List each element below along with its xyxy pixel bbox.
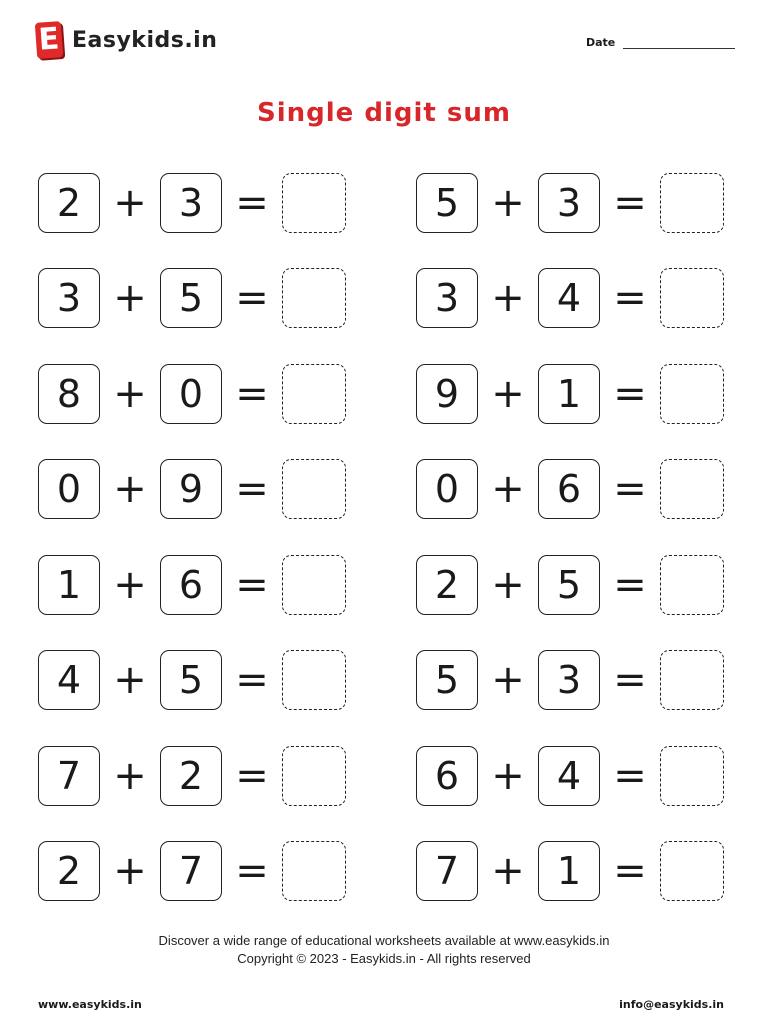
- addition-problem: [38, 744, 354, 807]
- equals-sign: =: [235, 275, 269, 321]
- problem-row: [38, 267, 732, 330]
- addition-problem: [416, 267, 732, 330]
- footer-discover-text: Discover a wide range of educational worksheets available at www.easykids.in: [158, 933, 610, 948]
- equals-sign: =: [235, 370, 269, 417]
- addend-b-box: 3: [538, 650, 600, 710]
- answer-box[interactable]: [282, 173, 346, 233]
- equals-sign: =: [613, 275, 647, 321]
- problem-grid: [38, 171, 732, 935]
- footer-email: info@easykids.in: [619, 998, 724, 1011]
- answer-box[interactable]: [282, 459, 346, 519]
- plus-sign: +: [491, 657, 525, 703]
- answer-box[interactable]: [282, 268, 346, 328]
- addend-a-box: 7: [38, 746, 100, 806]
- addend-b-box: 0: [160, 364, 222, 424]
- problem-row: [38, 840, 732, 903]
- plus-sign: +: [491, 179, 525, 226]
- problem-row: [38, 362, 732, 425]
- problem-row: [38, 458, 732, 521]
- addend-a-box: 9: [416, 364, 478, 424]
- plus-sign: +: [491, 275, 525, 321]
- addend-b-box: 5: [538, 555, 600, 615]
- plus-sign: +: [113, 370, 147, 417]
- equals-sign: =: [235, 466, 269, 512]
- plus-sign: +: [113, 466, 147, 512]
- addend-a-box: 1: [38, 555, 100, 615]
- addend-a-box: 0: [38, 459, 100, 519]
- addend-b-box: 6: [160, 555, 222, 615]
- page-title: Single digit sum: [257, 98, 511, 128]
- plus-sign: +: [113, 752, 147, 799]
- addition-problem: [416, 362, 732, 425]
- addition-problem: [416, 649, 732, 712]
- equals-sign: =: [613, 561, 647, 608]
- answer-box[interactable]: [282, 746, 346, 806]
- answer-box[interactable]: [660, 650, 724, 710]
- addition-problem: [38, 458, 354, 521]
- equals-sign: =: [235, 848, 269, 894]
- addend-b-box: 3: [160, 173, 222, 233]
- addition-problem: [38, 171, 354, 234]
- answer-box[interactable]: [660, 459, 724, 519]
- equals-sign: =: [235, 179, 269, 226]
- plus-sign: +: [491, 370, 525, 417]
- footer-notice: [0, 932, 768, 968]
- addition-problem: [416, 458, 732, 521]
- problem-row: [38, 553, 732, 616]
- addend-a-box: 2: [416, 555, 478, 615]
- date-field: [586, 36, 735, 49]
- addition-problem: [38, 362, 354, 425]
- plus-sign: +: [491, 752, 525, 799]
- addition-problem: [416, 553, 732, 616]
- equals-sign: =: [235, 561, 269, 608]
- addend-a-box: 6: [416, 746, 478, 806]
- problem-row: [38, 171, 732, 234]
- plus-sign: +: [113, 657, 147, 703]
- plus-sign: +: [491, 561, 525, 608]
- addend-b-box: 1: [538, 364, 600, 424]
- addition-problem: [416, 840, 732, 903]
- equals-sign: =: [613, 848, 647, 894]
- equals-sign: =: [235, 752, 269, 799]
- addend-a-box: 0: [416, 459, 478, 519]
- answer-box[interactable]: [660, 555, 724, 615]
- date-label: Date: [586, 36, 616, 49]
- addition-problem: [416, 171, 732, 234]
- answer-box[interactable]: [282, 555, 346, 615]
- addend-a-box: 8: [38, 364, 100, 424]
- addend-a-box: 3: [416, 268, 478, 328]
- equals-sign: =: [613, 370, 647, 417]
- plus-sign: +: [491, 848, 525, 894]
- addend-b-box: 1: [538, 841, 600, 901]
- brand-name: Easykids.in: [72, 27, 218, 53]
- logo-e-icon: E: [35, 21, 63, 59]
- addition-problem: [38, 267, 354, 330]
- problem-row: [38, 744, 732, 807]
- plus-sign: +: [113, 275, 147, 321]
- problem-row: [38, 649, 732, 712]
- addend-b-box: 5: [160, 268, 222, 328]
- answer-box[interactable]: [660, 173, 724, 233]
- addend-a-box: 5: [416, 173, 478, 233]
- addend-b-box: 9: [160, 459, 222, 519]
- addend-a-box: 2: [38, 841, 100, 901]
- equals-sign: =: [613, 466, 647, 512]
- addition-problem: [38, 649, 354, 712]
- addend-b-box: 4: [538, 746, 600, 806]
- plus-sign: +: [113, 561, 147, 608]
- addend-a-box: 4: [38, 650, 100, 710]
- plus-sign: +: [113, 848, 147, 894]
- addend-b-box: 3: [538, 173, 600, 233]
- addition-problem: [38, 840, 354, 903]
- answer-box[interactable]: [282, 650, 346, 710]
- addend-b-box: 4: [538, 268, 600, 328]
- equals-sign: =: [613, 179, 647, 226]
- addend-b-box: 7: [160, 841, 222, 901]
- answer-box[interactable]: [660, 364, 724, 424]
- answer-box[interactable]: [282, 841, 346, 901]
- answer-box[interactable]: [660, 746, 724, 806]
- plus-sign: +: [491, 466, 525, 512]
- addend-a-box: 2: [38, 173, 100, 233]
- addend-a-box: 7: [416, 841, 478, 901]
- addend-b-box: 6: [538, 459, 600, 519]
- equals-sign: =: [235, 657, 269, 703]
- date-write-line[interactable]: [623, 39, 735, 49]
- answer-box[interactable]: [660, 268, 724, 328]
- addend-b-box: 2: [160, 746, 222, 806]
- footer-website: www.easykids.in: [38, 998, 142, 1011]
- plus-sign: +: [113, 179, 147, 226]
- addend-a-box: 5: [416, 650, 478, 710]
- equals-sign: =: [613, 657, 647, 703]
- addend-b-box: 5: [160, 650, 222, 710]
- brand-logo: [36, 22, 217, 58]
- addition-problem: [416, 744, 732, 807]
- equals-sign: =: [613, 752, 647, 799]
- addend-a-box: 3: [38, 268, 100, 328]
- addition-problem: [38, 553, 354, 616]
- answer-box[interactable]: [660, 841, 724, 901]
- footer-copyright: Copyright © 2023 - Easykids.in - All rights reserved: [237, 951, 531, 966]
- answer-box[interactable]: [282, 364, 346, 424]
